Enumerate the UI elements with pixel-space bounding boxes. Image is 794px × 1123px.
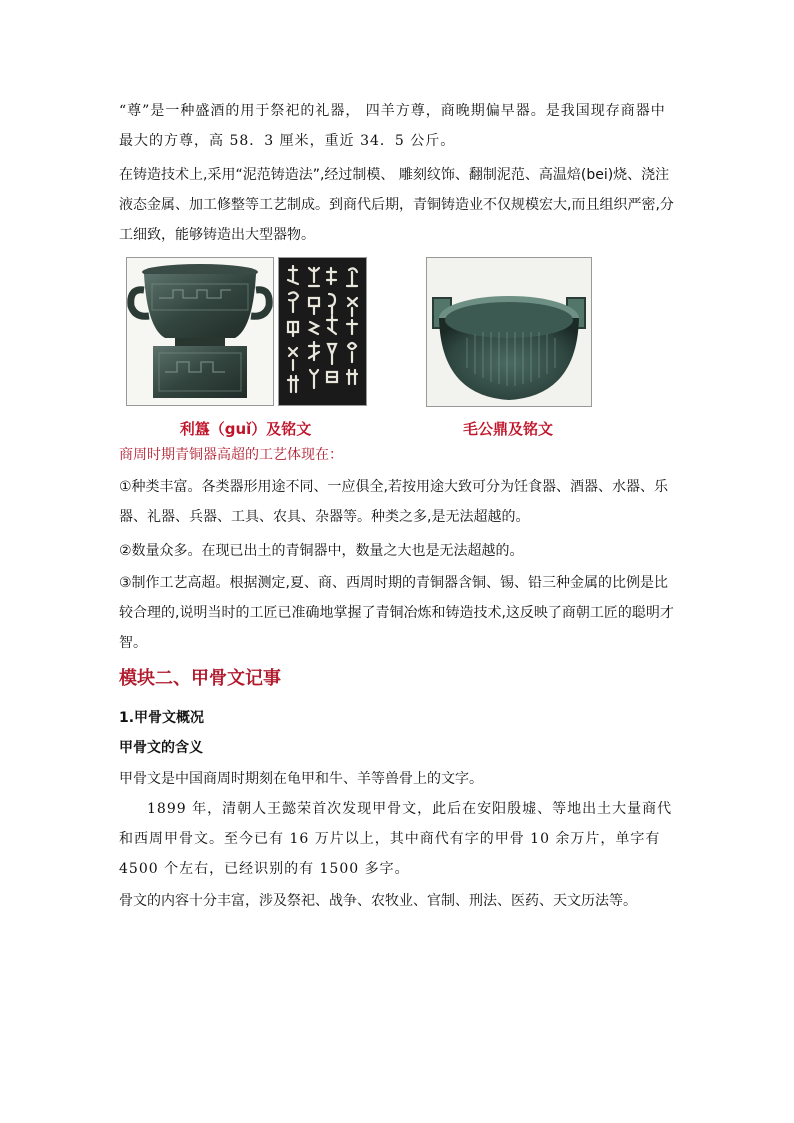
subsection-oracle-meaning: 甲骨文的含义 [119,740,203,756]
point-variety: ①种类丰富。各类器形用途不同、一应俱全,若按用途大致可分为饪食器、酒器、水器、乐器、礼器、兵器、工具、农具、杂器等。种类之多,是无法超越的。 [119,479,668,525]
paragraph-casting-technique: 在铸造技术上,采用“泥范铸造法”,经过制模、 雕刻纹饰、翻制泥范、高温焙(bei)烧、浇注液态金属、加工修整等工艺制成。到商代后期，青铜铸造业不仅规模宏大,而且组织严密,分工细致，能够铸造出大型器物。 [119,167,674,243]
oracle-content: 骨文的内容十分丰富，涉及祭祀、战争、农牧业、官制、刑法、医药、天文历法等。 [119,893,637,909]
oracle-definition: 甲骨文是中国商周时期刻在龟甲和牛、羊等兽骨上的文字。 [119,771,483,787]
point-quantity: ②数量众多。在现已出土的青铜器中，数量之大也是无法超越的。 [119,543,524,559]
craft-intro: 商周时期青铜器高超的工艺体现在： [119,447,343,463]
caption-li-gui: 利簋（guǐ）及铭文 [179,420,312,438]
oracle-history: 1899 年，清朝人王懿荣首次发现甲骨文，此后在安阳殷墟、等地出土大量商代和西周甲骨文。至今已有 16 万片以上，其中商代有字的甲骨 10 余万片，单字有 4500 个左右，已经识别的有 1500 多字。 [119,801,673,877]
module2-title: 模块二、甲骨文记事 [119,668,281,689]
mao-gong-ding-image [426,257,592,407]
li-gui-vessel-image [126,257,274,406]
point-craftsmanship: ③制作工艺高超。根据测定,夏、商、西周时期的青铜器含铜、锡、铅三种金属的比例是比较合理的,说明当时的工匠已准确地掌握了青铜冶炼和铸造技术,这反映了商朝工匠的聪明才智。 [119,575,674,651]
li-gui-inscription-image [278,257,367,406]
paragraph-zun-description: “尊”是一种盛酒的用于祭祀的礼器， 四羊方尊，商晚期偏早器。是我国现存商器中最大的方尊，高 58．3 厘米，重近 34．5 公斤。 [119,103,666,149]
caption-mao-gong-ding: 毛公鼎及铭文 [462,420,553,438]
section1-title: 1.甲骨文概况 [119,710,205,726]
